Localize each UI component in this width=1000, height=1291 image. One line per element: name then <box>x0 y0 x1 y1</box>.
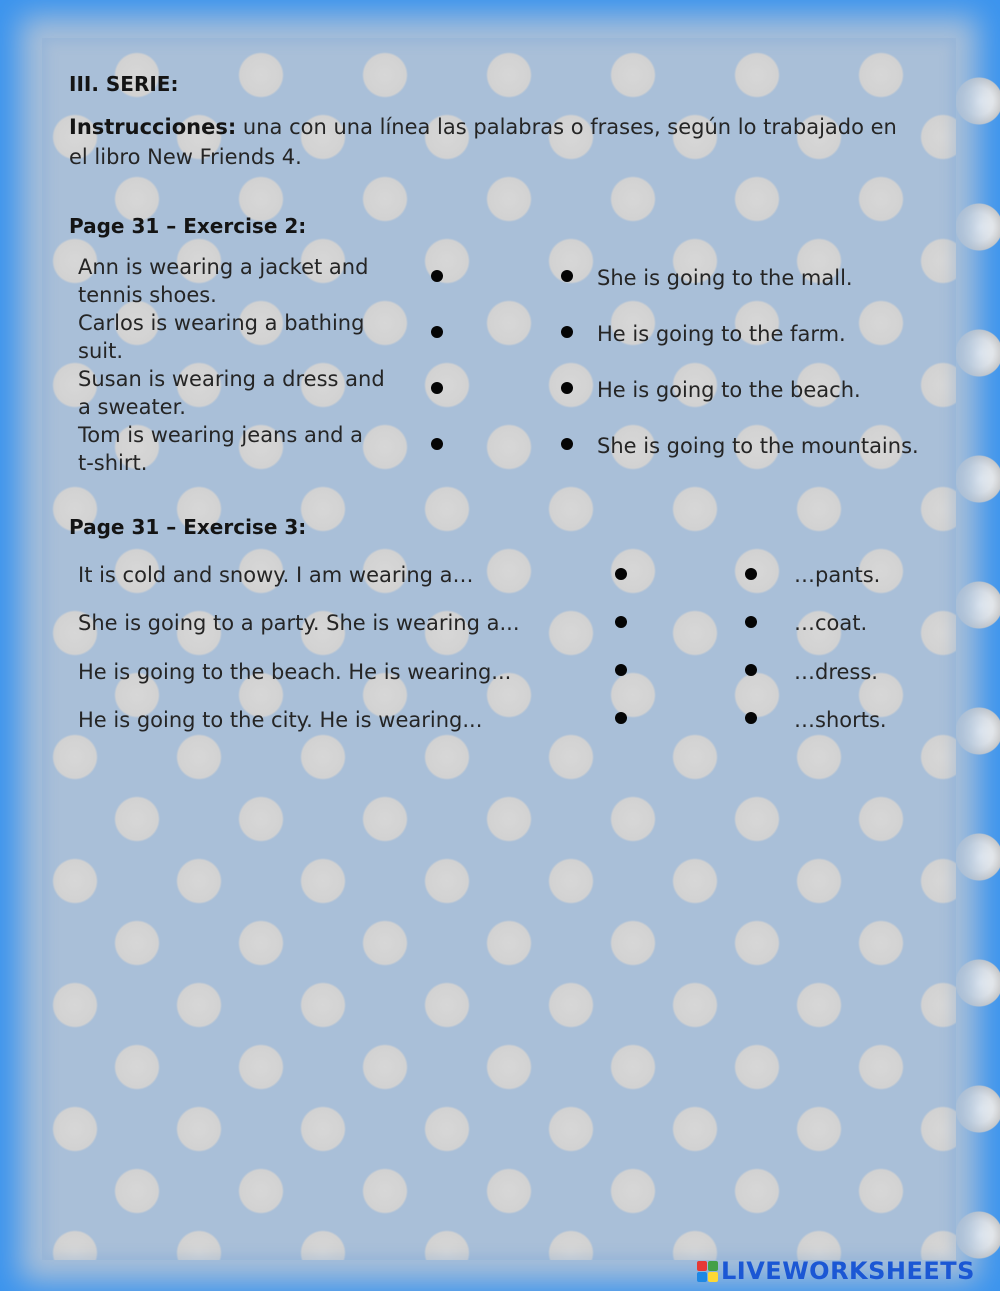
ex2-left-dot-3[interactable] <box>431 382 443 394</box>
ex3-right-item-4[interactable]: …shorts. <box>794 708 887 732</box>
ex2-left-item-1[interactable] <box>78 253 368 309</box>
ex3-right-item-3[interactable]: …dress. <box>794 660 878 684</box>
ex3-left-item-4[interactable]: He is going to the city. He is wearing... <box>78 708 483 732</box>
ex2-left-4-line2: t-shirt. <box>78 451 148 475</box>
logo-square-1 <box>697 1261 707 1271</box>
ex2-left-4-line1: Tom is wearing jeans and a <box>78 423 364 447</box>
ex3-left-dot-4[interactable] <box>615 712 627 724</box>
ex3-right-dot-1[interactable] <box>745 568 757 580</box>
ex3-left-item-3[interactable]: He is going to the beach. He is wearing... <box>78 660 512 684</box>
ex3-left-dot-3[interactable] <box>615 664 627 676</box>
ex2-right-dot-1[interactable] <box>561 270 573 282</box>
liveworksheets-logo-icon <box>697 1261 718 1282</box>
liveworksheets-logo-text: LIVEWORKSHEETS <box>721 1257 975 1285</box>
ex3-right-item-2[interactable]: …coat. <box>794 611 868 635</box>
ex3-right-item-1[interactable]: …pants. <box>794 563 881 587</box>
ex2-left-2-line1: Carlos is wearing a bathing <box>78 311 365 335</box>
ex2-left-3-line1: Susan is wearing a dress and <box>78 367 385 391</box>
ex2-left-3-line2: a sweater. <box>78 395 186 419</box>
ex2-left-item-2[interactable] <box>78 309 364 365</box>
logo-square-4 <box>708 1272 718 1282</box>
ex2-right-item-1[interactable]: She is going to the mall. <box>597 266 853 290</box>
ex2-right-item-4[interactable]: She is going to the mountains. <box>597 434 919 458</box>
ex2-left-2-line2: suit. <box>78 339 123 363</box>
instructions-label: Instrucciones: <box>69 115 237 139</box>
logo-square-3 <box>697 1272 707 1282</box>
ex3-right-dot-3[interactable] <box>745 664 757 676</box>
ex2-left-1-line2: tennis shoes. <box>78 283 217 307</box>
ex3-right-dot-2[interactable] <box>745 616 757 628</box>
ex2-right-dot-4[interactable] <box>561 438 573 450</box>
ex2-left-dot-1[interactable] <box>431 270 443 282</box>
ex2-left-item-4[interactable] <box>78 421 363 477</box>
ex2-right-dot-2[interactable] <box>561 326 573 338</box>
ex2-right-item-2[interactable]: He is going to the farm. <box>597 322 846 346</box>
ex3-left-item-2[interactable]: She is going to a party. She is wearing a... <box>78 611 520 635</box>
exercise3-title: Page 31 – Exercise 3: <box>69 515 307 539</box>
logo-square-2 <box>708 1261 718 1271</box>
instructions-line-1 <box>69 115 897 139</box>
serie-heading: III. SERIE: <box>69 72 179 96</box>
ex3-left-dot-1[interactable] <box>615 568 627 580</box>
ex3-right-dot-4[interactable] <box>745 712 757 724</box>
ex2-left-dot-2[interactable] <box>431 326 443 338</box>
ex2-right-dot-3[interactable] <box>561 382 573 394</box>
instructions-line-2: el libro New Friends 4. <box>69 145 302 169</box>
ex2-left-item-3[interactable] <box>78 365 385 421</box>
ex3-left-dot-2[interactable] <box>615 616 627 628</box>
exercise2-title: Page 31 – Exercise 2: <box>69 214 307 238</box>
ex2-right-item-3[interactable]: He is going to the beach. <box>597 378 861 402</box>
ex3-left-item-1[interactable]: It is cold and snowy. I am wearing a… <box>78 563 474 587</box>
instructions-text: una con una línea las palabras o frases, según lo trabajado en <box>236 115 897 139</box>
ex2-left-dot-4[interactable] <box>431 438 443 450</box>
ex2-left-1-line1: Ann is wearing a jacket and <box>78 255 369 279</box>
liveworksheets-logo[interactable] <box>697 1256 975 1286</box>
